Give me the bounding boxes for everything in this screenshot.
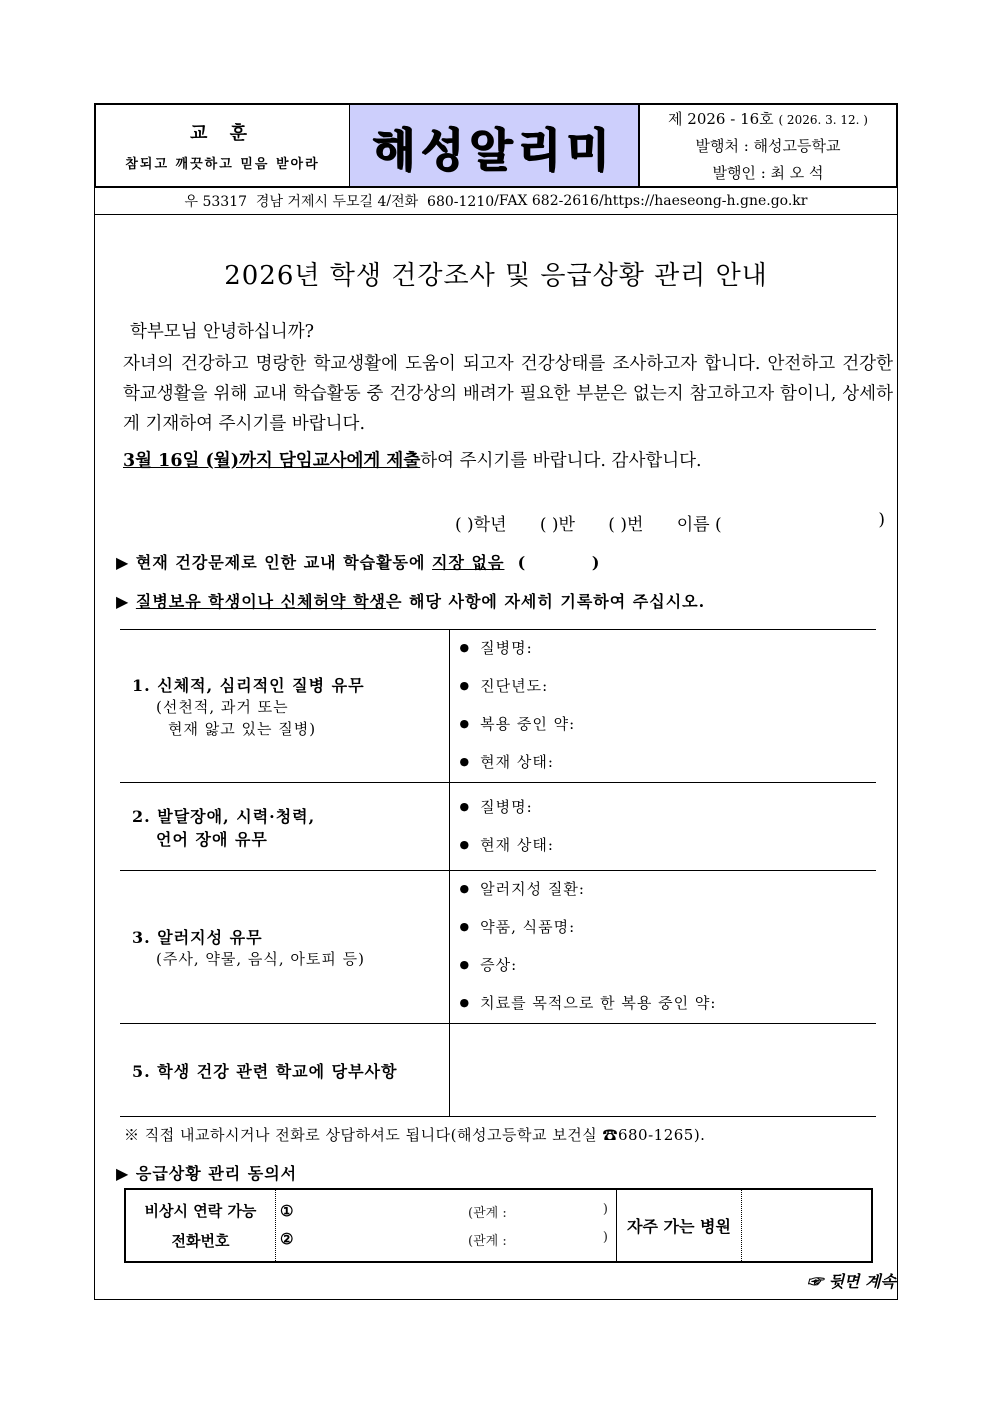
document-title: 2026년 학생 건강조사 및 응급상황 관리 안내 <box>224 261 768 291</box>
separator: / <box>386 193 392 209</box>
row-fields[interactable] <box>449 783 876 871</box>
health-survey-table <box>120 629 876 1117</box>
row-title: 2. 발달장애, 시력·청력, <box>132 806 316 826</box>
phone-number: 전화 680-1210 <box>391 194 495 210</box>
instruction-line <box>116 589 705 612</box>
school-request-field[interactable] <box>449 1024 876 1117</box>
no-issue-line <box>116 550 600 573</box>
name-field-open[interactable]: 이름 ( <box>676 515 722 535</box>
school-motto <box>96 105 350 186</box>
relation-field-2[interactable] <box>468 1230 608 1249</box>
relation-close: ) <box>602 1230 608 1245</box>
class-field[interactable]: ( )반 <box>539 515 575 535</box>
publisher: 발행처 : 해성고등학교 <box>695 137 841 155</box>
emergency-phone-fields <box>276 1190 617 1261</box>
issue-date: ( 2026. 3. 12. ) <box>778 113 868 127</box>
bullet-text: 현재 건강문제로 인한 교내 학습활동에 <box>135 553 433 572</box>
deadline-emphasis: 3월 16일 (월)까지 담임교사에게 제출 <box>123 451 421 471</box>
continue-on-back: ☞ 뒷면 계속 <box>807 1272 896 1291</box>
motto-title: 교 훈 <box>189 123 256 144</box>
separator: / <box>494 193 499 209</box>
instruction-text: 은 해당 사항에 자세히 기록하여 주십시오. <box>386 592 706 611</box>
hospital-field[interactable] <box>742 1190 871 1261</box>
phone-row-2[interactable] <box>280 1230 608 1249</box>
relation-field-1[interactable] <box>468 1202 608 1221</box>
masthead <box>94 103 898 188</box>
fax-number: FAX 682-2616 <box>498 193 599 209</box>
field-allergen-name[interactable]: ● 약품, 식품명: <box>460 909 877 947</box>
row-fields[interactable] <box>449 871 876 1024</box>
website-link[interactable]: https://haeseong-h.gne.go.kr <box>603 193 808 209</box>
field-medication[interactable]: ● 복용 중인 약: <box>460 706 877 744</box>
label-line-1: 비상시 연락 가능 <box>144 1202 257 1220</box>
table-row <box>120 630 876 783</box>
row-subtitle: (선천적, 과거 또는 <box>156 697 289 716</box>
label-line-2: 전화번호 <box>171 1232 230 1250</box>
postal-address: 우 53317 경남 거제시 두모길 4 <box>184 194 387 210</box>
address-bar <box>94 188 898 215</box>
table-row <box>120 1024 876 1117</box>
relation-label: (관계 : <box>468 1234 507 1249</box>
row-fields[interactable] <box>449 630 876 783</box>
issuer: 발행인 : 최 오 석 <box>712 164 824 182</box>
newsletter-title <box>350 105 640 186</box>
field-disease-name[interactable]: ● 질병명: <box>460 789 877 827</box>
field-current-status[interactable]: ● 현재 상태: <box>460 744 877 782</box>
table-row <box>120 783 876 871</box>
row-label <box>120 783 449 871</box>
row-title: 1. 신체적, 심리적인 질병 유무 <box>132 675 365 695</box>
row-label <box>120 630 449 783</box>
consent-section-title: ▶ 응급상황 관리 동의서 <box>116 1164 298 1183</box>
no-issue-emphasis: 지장 없음 <box>432 553 505 572</box>
row-title-cont: 언어 장애 유무 <box>156 829 268 849</box>
emergency-phone-label <box>126 1190 276 1261</box>
phone-1-marker: ① <box>280 1202 294 1220</box>
name-field-blank[interactable] <box>755 510 845 535</box>
number-field[interactable]: ( )번 <box>608 515 644 535</box>
emergency-consent-table <box>124 1188 873 1263</box>
row-label <box>120 871 449 1024</box>
field-disease-name[interactable]: ● 질병명: <box>460 630 877 668</box>
triangle-bullet-icon: ▶ <box>116 592 130 611</box>
issue-info <box>640 105 896 186</box>
name-field-close: ) <box>878 510 885 530</box>
motto-text: 참되고 깨끗하고 믿음 받아라 <box>125 157 320 172</box>
contact-note: ※ 직접 내교하시거나 전화로 상담하셔도 됩니다(해성고등학교 보건실 ☎680-1265). <box>124 1126 706 1144</box>
row-subtitle: 현재 앓고 있는 질병) <box>168 719 317 738</box>
row-title: 5. 학생 건강 관련 학교에 당부사항 <box>132 1061 398 1081</box>
intro-paragraph: 자녀의 건강하고 명랑한 학교생활에 도움이 되고자 건강상태를 조사하고자 합니다. 안전하고 건강한 학교생활을 위해 교내 학습활동 중 건강상의 배려가 필요한 부분은 없는지 참고하고자 함이니, 상세하게 기재하여 주시기를 바랍니다. <box>123 354 893 434</box>
separator: / <box>598 193 604 209</box>
field-treatment-medication[interactable]: ● 치료를 목적으로 한 복용 중인 약: <box>460 985 877 1023</box>
phone-2-marker: ② <box>280 1230 294 1248</box>
field-symptoms[interactable]: ● 증상: <box>460 947 877 985</box>
field-diagnosis-year[interactable]: ● 진단년도: <box>460 668 877 706</box>
greeting: 학부모님 안녕하십니까? <box>130 322 314 342</box>
row-title: 3. 알러지성 유무 <box>132 927 263 947</box>
issue-line: 제 2026 - 16호 <box>668 110 774 128</box>
issue-number <box>668 108 868 129</box>
grade-field[interactable]: ( )학년 <box>455 515 507 535</box>
row-subtitle: (주사, 약물, 음식, 아토피 등) <box>156 949 365 968</box>
relation-close: ) <box>602 1202 608 1217</box>
field-allergy-condition[interactable]: ● 알러지성 질환: <box>460 871 877 909</box>
deadline-rest: 하여 주시기를 바랍니다. 감사합니다. <box>420 451 702 471</box>
table-row <box>120 871 876 1024</box>
hospital-label: 자주 가는 병원 <box>617 1190 742 1261</box>
no-issue-checkbox[interactable]: ( ) <box>504 553 601 572</box>
newsletter-title-text: 해성알리미 <box>372 123 616 177</box>
relation-label: (관계 : <box>468 1206 507 1221</box>
deadline-line <box>123 446 893 476</box>
row-label <box>120 1024 449 1117</box>
phone-row-1[interactable] <box>280 1202 608 1221</box>
field-current-status[interactable]: ● 현재 상태: <box>460 827 877 865</box>
student-info-line <box>455 510 885 535</box>
triangle-bullet-icon: ▶ <box>116 553 130 572</box>
target-students: 질병보유 학생이나 신체허약 학생 <box>135 592 386 611</box>
